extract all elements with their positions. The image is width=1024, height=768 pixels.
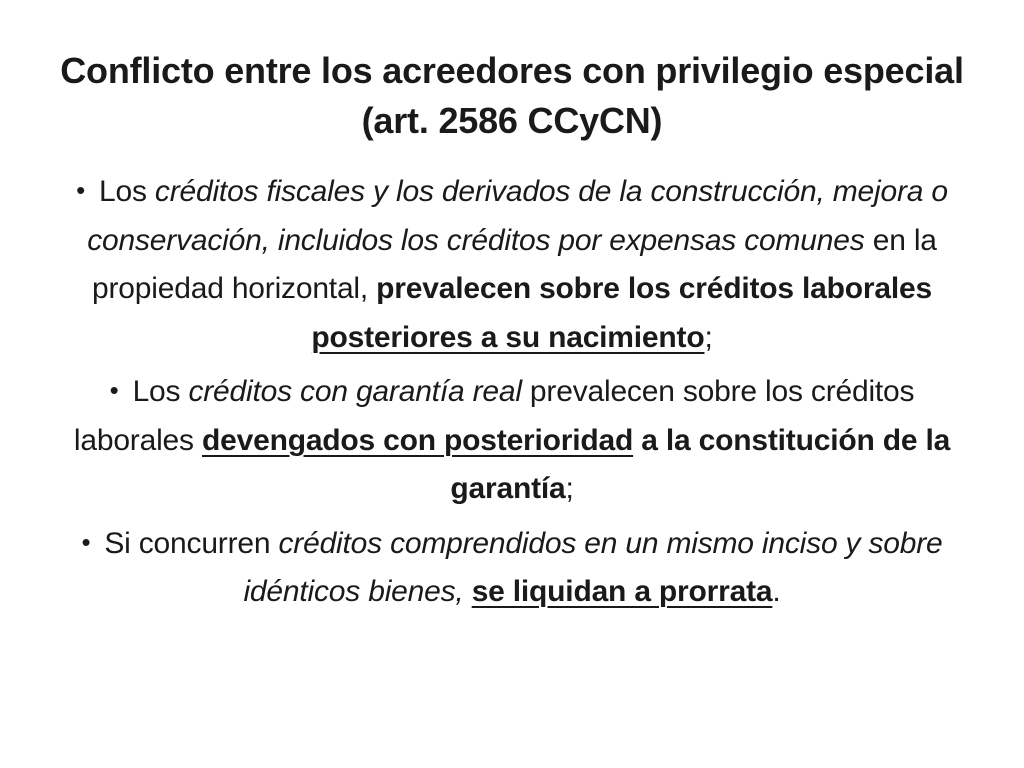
bullet-text-segment [464,575,472,608]
bullet-text-segment: Los [99,175,155,208]
bullet-text-segment: ; [565,472,574,505]
bullet-text-segment: créditos con garantía real [188,375,522,408]
bullet-text-segment: Los [132,375,189,408]
bullet-dot-icon: • [109,375,119,405]
bullet-text-segment: créditos fiscales y los derivados de la construcción, mejora o conservación, incluidos los créditos por expensas comunes [87,175,948,257]
bullet-text-segment: prevalecen sobre los créditos laborales [73,375,915,457]
bullet-text-segment: se liquidan a prorrata [471,575,773,608]
bullet-item [62,168,962,362]
bullet-text-segment: créditos comprendidos en un mismo inciso y sobre idénticos bienes, [243,526,943,608]
bullet-item [62,520,962,617]
bullet-item [62,368,962,514]
bullet-text-segment: devengados con posterioridad [201,423,634,457]
bullet-text-segment: ; [704,320,713,354]
bullet-text-segment: Si concurren [104,526,279,560]
slide-title: Conflicto entre los acreedores con privilegio especial (art. 2586 CCyCN) [60,50,964,141]
bullet-dot-icon: • [81,526,91,557]
bullet-dot-icon: • [76,175,85,205]
bullet-text-segment: . [772,575,781,608]
bullet-text-segment: a la constitución de la garantía [450,423,951,505]
bullet-list [62,168,962,623]
bullet-text-segment: posteriores a su nacimiento [311,320,705,354]
bullet-text-segment: prevalecen sobre los créditos laborales [376,272,932,305]
bullet-text-segment: en la propiedad horizontal, [92,223,937,305]
